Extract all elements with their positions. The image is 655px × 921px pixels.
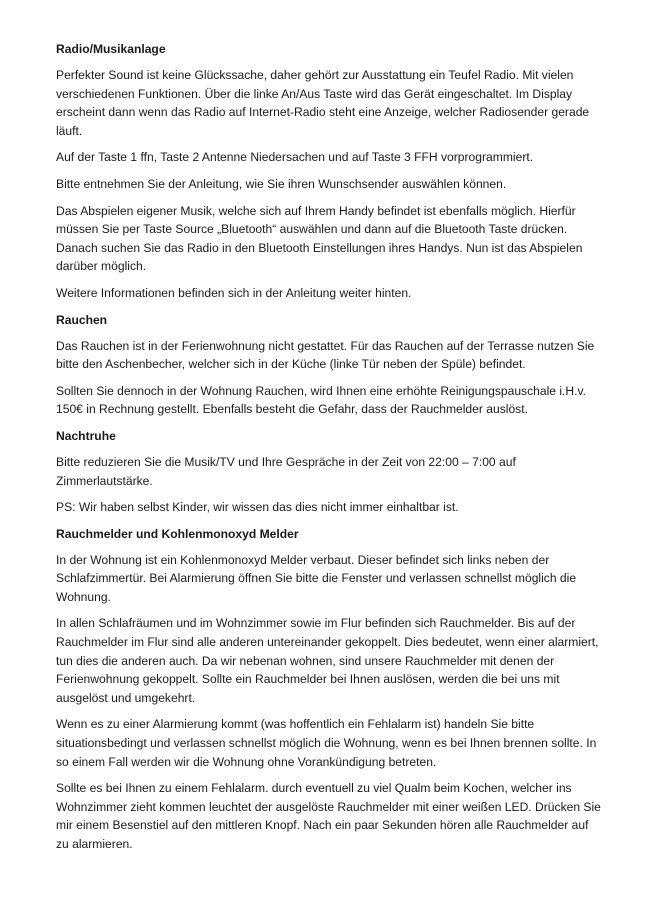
paragraph: Sollte es bei Ihnen zu einem Fehlalarm. durch eventuell zu viel Qualm beim Kochen, welcher ins Wohnzimmer zieht kommen leuchtet der ausgelöste Rauchmelder mit einer weißen LED. Drücken Sie mir einem Besenstiel auf den mittleren Knopf. Nach ein paar Sekunden hören alle Rauchmelder auf zu alarmieren. (56, 781, 601, 851)
paragraph: Bitte entnehmen Sie der Anleitung, wie Sie ihren Wunschsender auswählen können. (56, 176, 507, 191)
paragraph: Sollten Sie dennoch in der Wohnung Rauchen, wird Ihnen eine erhöhte Reinigungspauschale i.H.v. 150€ in Rechnung gestellt. Ebenfalls besteht die Gefahr, dass der Rauchmelder auslöst. (56, 383, 587, 417)
paragraph: Perfekter Sound ist keine Glückssache, daher gehört zur Ausstattung ein Teufel Radio. Mit vielen verschiedenen Funktionen. Über die linke An/Aus Taste wird das Gerät eingeschaltet. Im Display erscheint dann wenn das Radio auf Internet-Radio steht eine Anzeige, welcher Radiosender gerade läuft. (56, 68, 590, 138)
paragraph: Auf der Taste 1 ffn, Taste 2 Antenne Niedersachen und auf Taste 3 FFH vorprogrammiert. (56, 150, 534, 165)
paragraph: Das Rauchen ist in der Ferienwohnung nicht gestattet. Für das Rauchen auf der Terrasse nutzen Sie bitte den Aschenbecher, welcher sich in der Küche (linke Tür neben der Spüle) befindet. (56, 338, 595, 372)
document-page (56, 40, 604, 862)
section-rauchen (56, 311, 604, 419)
paragraph: Weitere Informationen befinden sich in der Anleitung weiter hinten. (56, 285, 412, 300)
paragraph: Wenn es zu einer Alarmierung kommt (was hoffentlich ein Fehlalarm ist) handeln Sie bitte situationsbedingt und verlassen schnellst möglich die Wohnung, wenn es bei Ihnen brennen sollte. In so einem Fall werden wir die Wohnung ohne Vorankündigung betreten. (56, 717, 597, 769)
paragraph: In allen Schlafräumen und im Wohnzimmer sowie im Flur befinden sich Rauchmelder. Bis auf der Rauchmelder im Flur sind alle anderen untereinander gekoppelt. Dies bedeutet, wenn einer alarmiert, tun dies die anderen auch. Da wir nebenan wohnen, sind unsere Rauchmelder mit denen der Ferienwohnung gekoppelt. Sollte ein Rauchmelder bei Ihnen auslösen, werden die bei uns mit ausgelöst und umgekehrt. (56, 616, 599, 705)
paragraph: PS: Wir haben selbst Kinder, wir wissen das dies nicht immer einhaltbar ist. (56, 500, 459, 515)
section-nachtruhe (56, 427, 604, 517)
section-radio (56, 40, 604, 303)
section-heading: Rauchmelder und Kohlenmonoxyd Melder (56, 526, 299, 541)
paragraph: Das Abspielen eigener Musik, welche sich auf Ihrem Handy befindet ist ebenfalls möglich. Hierfür müssen Sie per Taste Source „Bluetooth“ auswählen und dann auf die Bluetooth Taste drücken. Danach suchen Sie das Radio in den Bluetooth Einstellungen ihres Handys. Nun ist das Abspielen darüber möglich. (56, 203, 583, 274)
section-heading: Radio/Musikanlage (56, 42, 166, 56)
paragraph: In der Wohnung ist ein Kohlenmonoxyd Melder verbaut. Dieser befindet sich links neben der Schlafzimmertür. Bei Alarmierung öffnen Sie bitte die Fenster und verlassen schnellst möglich die Wohnung. (56, 552, 577, 604)
section-rauchmelder (56, 525, 604, 854)
section-heading: Rauchen (56, 312, 108, 327)
section-heading: Nachtruhe (56, 428, 116, 443)
paragraph: Bitte reduzieren Sie die Musik/TV und Ihre Gespräche in der Zeit von 22:00 – 7:00 auf Zimmerlautstärke. (56, 454, 516, 488)
